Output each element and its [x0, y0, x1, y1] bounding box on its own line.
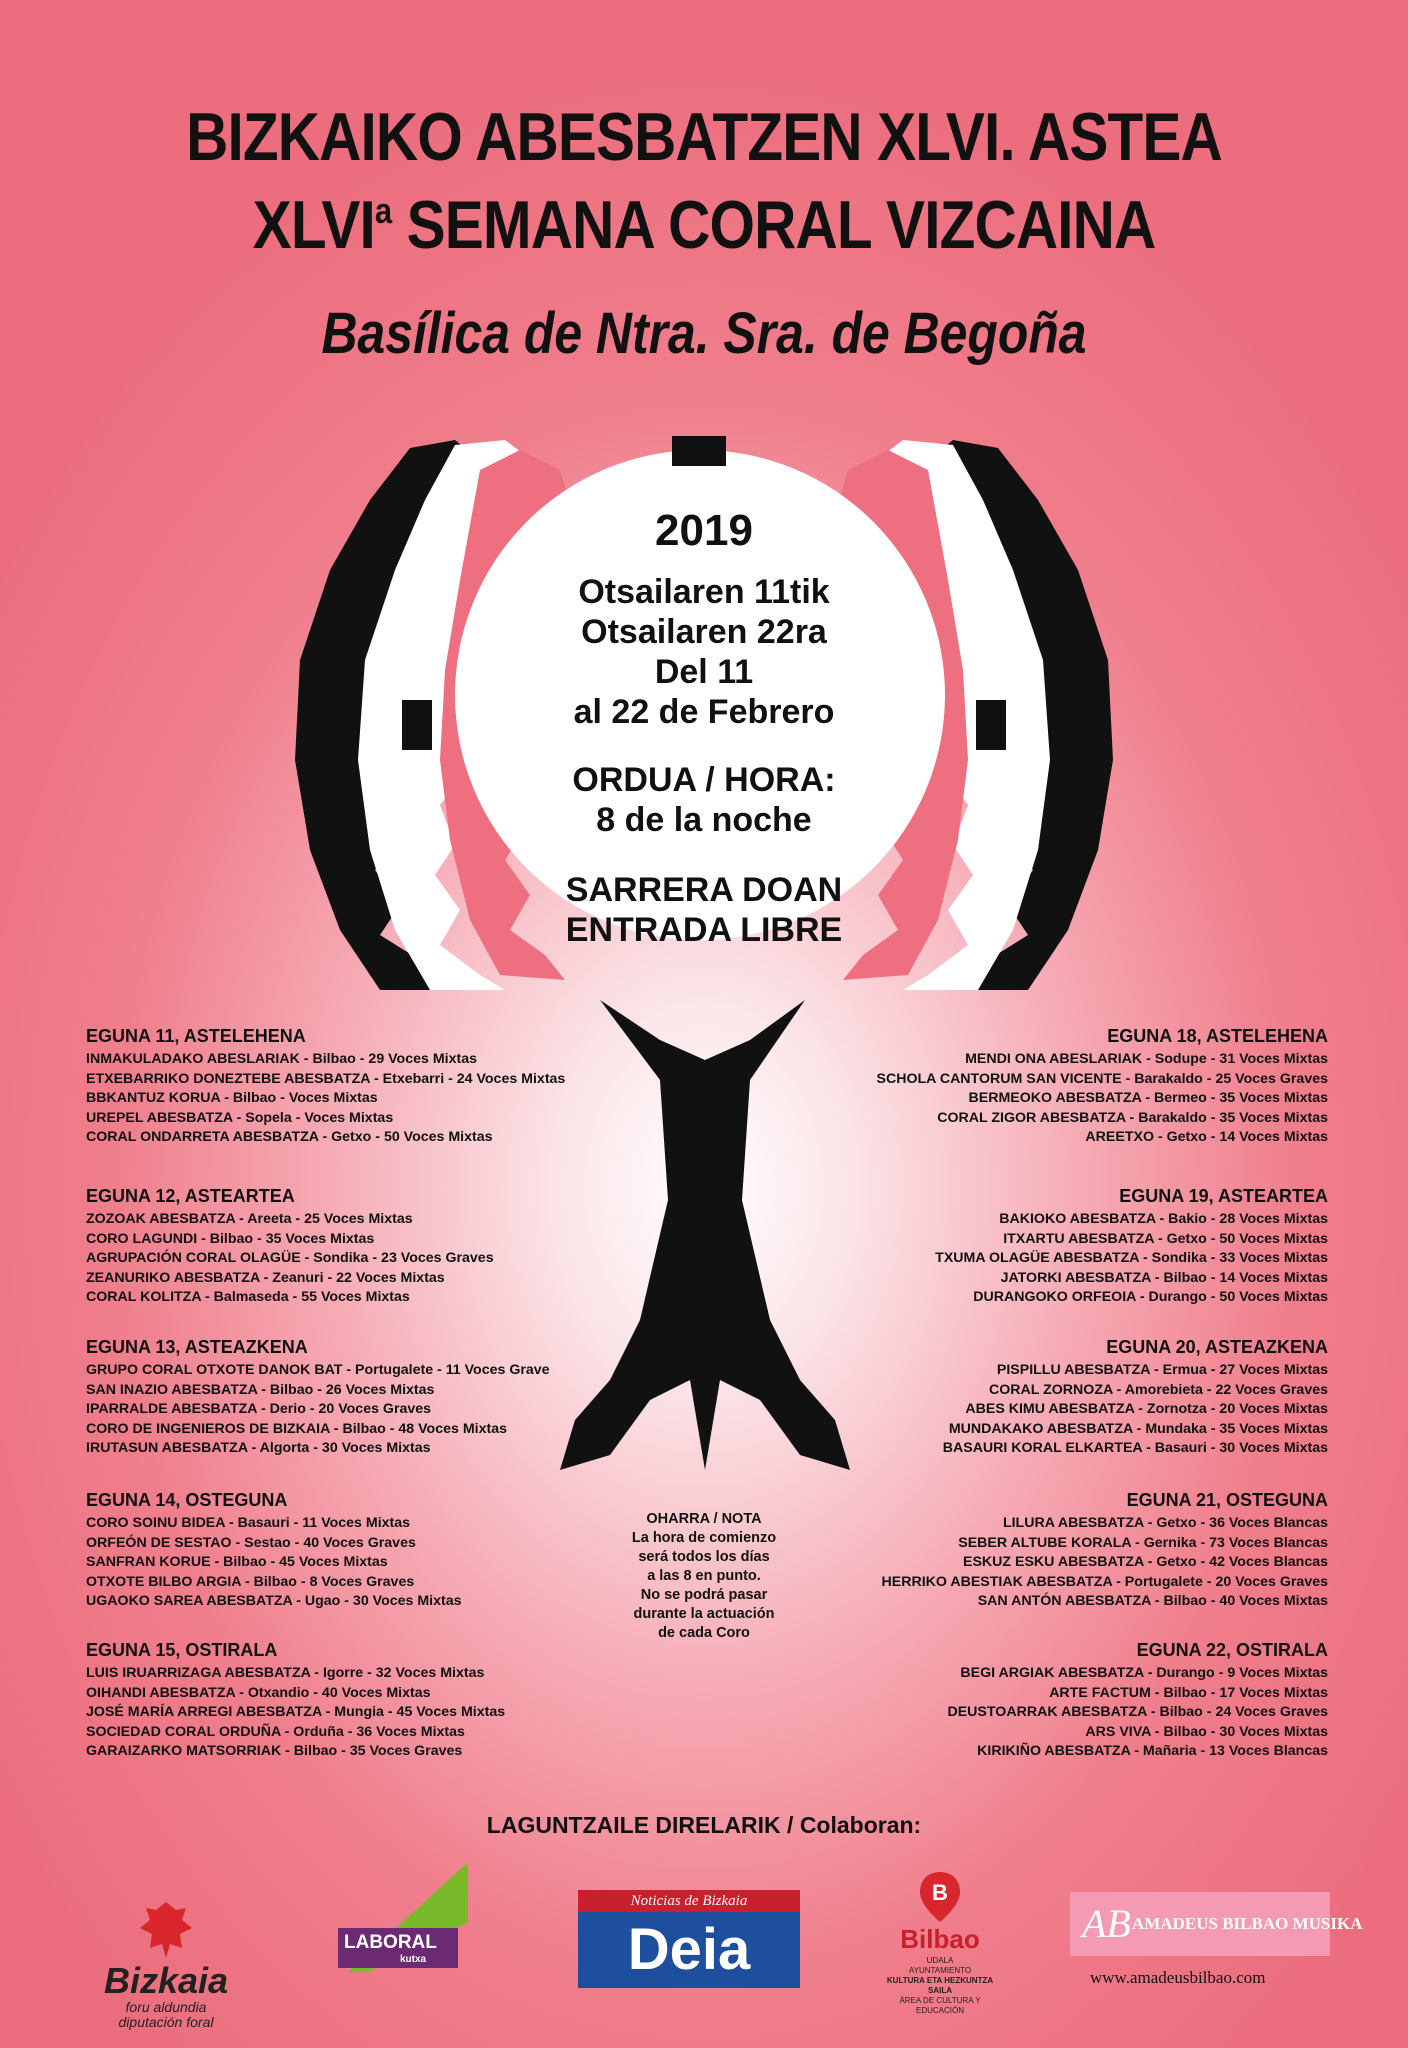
- choir-name: KIRIKIÑO ABESBATZA: [977, 1743, 1131, 1760]
- choir-name: JOSÉ MARÍA ARREGI ABESBATZA: [86, 1704, 322, 1721]
- choir-entry: [728, 1684, 1328, 1704]
- choir-name: JATORKI ABESBATZA: [1000, 1269, 1151, 1286]
- choir-details: - Getxo - 50 Voces Mixtas: [318, 1129, 493, 1146]
- choir-details: - Algorta - 30 Voces Mixtas: [247, 1440, 431, 1457]
- choir-name: DEUSTOARRAK ABESBATZA: [947, 1704, 1147, 1721]
- choir-entry: [86, 1288, 686, 1308]
- choir-name: CORAL KOLITZA: [86, 1289, 202, 1306]
- choir-entry: [728, 1361, 1328, 1381]
- note-line: La hora de comienzo: [631, 1530, 777, 1546]
- choir-entry: [728, 1269, 1328, 1289]
- choir-entry: [728, 1439, 1328, 1459]
- bilbao-name: Bilbao: [900, 1924, 980, 1954]
- choir-entry: [86, 1400, 686, 1420]
- bizkaia-subtitle: [86, 2000, 246, 2030]
- date-line: Otsailaren 22ra: [581, 613, 827, 651]
- event-dates: [0, 572, 1408, 732]
- day-header: EGUNA 21, OSTEGUNA: [1126, 1490, 1328, 1510]
- choir-entry: [86, 1742, 686, 1762]
- choir-details: - Bilbao - 14 Voces Mixtas: [1150, 1269, 1328, 1286]
- choir-details: - Etxebarri - 24 Voces Mixtas: [370, 1070, 566, 1087]
- choir-details: - Bilbao - 35 Voces Graves: [281, 1743, 463, 1760]
- choir-name: CORO LAGUNDI: [86, 1230, 198, 1247]
- choir-details: - Basauri - 30 Voces Mixtas: [1142, 1440, 1328, 1457]
- amadeus-banner: [1070, 1892, 1363, 1956]
- choir-name: ZEANURIKO ABESBATZA: [86, 1269, 260, 1286]
- day-block: [728, 1186, 1328, 1308]
- entry-spanish: ENTRADA LIBRE: [565, 911, 843, 949]
- note-line: a las 8 en punto.: [647, 1568, 761, 1584]
- choir-entry: [86, 1089, 686, 1109]
- svg-text:B: B: [932, 1880, 948, 1905]
- choir-name: SAN INAZIO ABESBATZA: [86, 1381, 258, 1398]
- note-line: No se podrá pasar: [640, 1587, 768, 1603]
- choir-name: CORAL ZIGOR ABESBATZA: [937, 1109, 1126, 1126]
- choir-name: CORO DE INGENIEROS DE BIZKAIA: [86, 1420, 330, 1437]
- choir-name: SEBER ALTUBE KORALA: [958, 1534, 1132, 1551]
- day-header: EGUNA 18, ASTELEHENA: [1107, 1026, 1328, 1046]
- choir-name: GRUPO CORAL OTXOTE DANOK BAT: [86, 1362, 343, 1378]
- choir-name: ARTE FACTUM: [1049, 1684, 1151, 1701]
- choir-details: - Durango - 50 Voces Mixtas: [1135, 1289, 1328, 1306]
- choir-name: IPARRALDE ABESBATZA: [86, 1401, 258, 1418]
- choir-name: GARAIZARKO MATSORRIAK: [86, 1743, 282, 1760]
- day-header: EGUNA 19, ASTEARTEA: [1119, 1186, 1328, 1206]
- note-line: de cada Coro: [658, 1625, 750, 1641]
- amadeus-ab-icon: AB: [1082, 1901, 1131, 1946]
- choir-details: - Zeanuri - 22 Voces Mixtas: [259, 1269, 445, 1286]
- bilbao-subtitle: [880, 1956, 1000, 2016]
- choir-entry: [728, 1128, 1328, 1148]
- choir-entry: [86, 1684, 686, 1704]
- day-header: EGUNA 20, ASTEAZKENA: [1106, 1337, 1328, 1357]
- choir-entry: [728, 1534, 1328, 1554]
- choir-entry: [728, 1514, 1328, 1534]
- deia-name: Deia: [578, 1912, 800, 1988]
- choir-details: - Getxo - 14 Voces Mixtas: [1154, 1129, 1328, 1146]
- choir-entry: [86, 1050, 686, 1070]
- choir-details: - Sestao - 40 Voces Graves: [231, 1534, 416, 1551]
- amadeus-name: AMADEUS BILBAO MUSIKA: [1132, 1914, 1363, 1933]
- choir-details: - Mañaria - 13 Voces Blancas: [1130, 1743, 1328, 1760]
- day-block: [728, 1026, 1328, 1148]
- choir-entry: [728, 1742, 1328, 1762]
- choir-entry: [86, 1420, 686, 1440]
- title-basque: BIZKAIKO ABESBATZEN XLVI. ASTEA: [186, 99, 1222, 175]
- choir-name: CORAL ONDARRETA ABESBATZA: [86, 1129, 319, 1146]
- choir-name: TXUMA OLAGÜE ABESBATZA: [935, 1250, 1140, 1267]
- choir-entry: [728, 1249, 1328, 1269]
- choir-details: - Areeta - 25 Voces Mixtas: [235, 1211, 413, 1227]
- choir-details: - Sondika - 23 Voces Graves: [300, 1250, 494, 1267]
- black-square-top: [672, 436, 726, 466]
- choir-name: BEGI ARGIAK ABESBATZA: [960, 1665, 1144, 1681]
- choir-name: AGRUPACIÓN CORAL OLAGÜE: [86, 1250, 301, 1267]
- choir-name: ESKUZ ESKU ABESBATZA: [962, 1554, 1144, 1571]
- title-ordinal: a: [374, 190, 392, 231]
- event-entry: [0, 870, 1408, 950]
- choir-details: - Portugalete - 20 Voces Graves: [1112, 1573, 1328, 1590]
- choir-name: SCHOLA CANTORUM SAN VICENTE: [876, 1070, 1122, 1087]
- day-header: EGUNA 11, ASTELEHENA: [86, 1026, 306, 1046]
- choir-entry: [728, 1050, 1328, 1070]
- laboral-kutxa-logo: [338, 1862, 468, 1982]
- choir-details: - Getxo - 50 Voces Mixtas: [1154, 1230, 1328, 1247]
- choir-details: - Sondika - 33 Voces Mixtas: [1139, 1250, 1328, 1267]
- choir-entry: [86, 1573, 686, 1593]
- choir-name: OIHANDI ABESBATZA: [86, 1684, 236, 1701]
- choir-details: - Barakaldo - 35 Voces Mixtas: [1125, 1109, 1328, 1126]
- choir-entry: [86, 1230, 686, 1250]
- choir-name: DURANGOKO ORFEOIA: [973, 1289, 1136, 1306]
- choir-details: - Basauri - 11 Voces Mixtas: [225, 1515, 411, 1531]
- choir-name: ITXARTU ABESBATZA: [1003, 1230, 1154, 1247]
- choir-entry: [86, 1553, 686, 1573]
- hour-label: ORDUA / HORA:: [572, 761, 836, 799]
- choir-name: AREETXO: [1085, 1129, 1154, 1146]
- event-hour: [0, 760, 1408, 840]
- choir-name: SOCIEDAD CORAL ORDUÑA: [86, 1723, 281, 1740]
- choir-entry: [728, 1381, 1328, 1401]
- choir-details: - Barakaldo - 25 Voces Graves: [1121, 1070, 1328, 1087]
- choir-name: UREPEL ABESBATZA: [86, 1109, 233, 1126]
- note-line: durante la actuación: [633, 1606, 775, 1622]
- choir-entry: [86, 1109, 686, 1129]
- title-spanish-rest: SEMANA CORAL VIZCAINA: [391, 187, 1156, 263]
- date-line: Del 11: [654, 653, 754, 691]
- choir-name: HERRIKO ABESTIAK ABESBATZA: [881, 1573, 1113, 1590]
- bizkaia-logo: [86, 1900, 246, 2030]
- choir-details: - Bilbao - 24 Voces Graves: [1146, 1704, 1328, 1721]
- choir-details: - Bilbao - 17 Voces Mixtas: [1150, 1684, 1328, 1701]
- choir-entry: [728, 1089, 1328, 1109]
- choir-details: - Bilbao - 40 Voces Mixtas: [1150, 1593, 1328, 1610]
- hour-value: 8 de la noche: [596, 801, 812, 839]
- note-line: será todos los días: [638, 1549, 770, 1565]
- choir-name: SAN ANTÓN ABESBATZA: [977, 1593, 1151, 1610]
- choir-entry: [728, 1288, 1328, 1308]
- choir-entry: [728, 1573, 1328, 1593]
- choir-name: BASAURI KORAL ELKARTEA: [942, 1440, 1143, 1457]
- choir-name: MENDI ONA ABESLARIAK: [965, 1051, 1143, 1067]
- choir-entry: [86, 1128, 686, 1148]
- choir-details: - Balmaseda - 55 Voces Mixtas: [201, 1289, 410, 1306]
- bilbao-sub3: KULTURA ETA HEZKUNTZA SAILA: [886, 1976, 994, 1995]
- choir-entry: [86, 1070, 686, 1090]
- choir-details: - Getxo - 42 Voces Blancas: [1143, 1554, 1328, 1571]
- choir-entry: [728, 1703, 1328, 1723]
- choir-name: BERMEOKO ABESBATZA: [968, 1090, 1142, 1107]
- laboral-sub: kutxa: [400, 1954, 427, 1965]
- choir-details: - Mundaka - 35 Voces Mixtas: [1132, 1420, 1328, 1437]
- day-block: [86, 1337, 686, 1459]
- day-block: [86, 1186, 686, 1308]
- choir-details: - Otxandio - 40 Voces Mixtas: [235, 1684, 431, 1701]
- choir-name: LUIS IRUARRIZAGA ABESBATZA: [86, 1665, 311, 1681]
- choir-details: - Bilbao - 45 Voces Mixtas: [210, 1554, 388, 1571]
- bizkaia-sub1: foru aldundia: [125, 1999, 207, 2015]
- choir-entry: [728, 1109, 1328, 1129]
- choir-name: CORO SOINU BIDEA: [86, 1515, 225, 1531]
- bilbao-sub1: UDALA: [926, 1956, 954, 1965]
- choir-entry: [86, 1210, 686, 1230]
- choir-name: ABES KIMU ABESBATZA: [965, 1401, 1135, 1418]
- choir-name: ARS VIVA: [1085, 1723, 1151, 1740]
- choir-entry: [86, 1534, 686, 1554]
- choir-details: - Bilbao - 48 Voces Mixtas: [329, 1420, 507, 1437]
- laboral-name: LABORAL: [344, 1932, 437, 1953]
- choir-name: INMAKULADAKO ABESLARIAK: [86, 1051, 300, 1067]
- choir-name: PISPILLU ABESBATZA: [996, 1362, 1151, 1378]
- choir-entry: [86, 1664, 686, 1684]
- sponsors-heading: LAGUNTZAILE DIRELARIK / Colaboran:: [486, 1812, 922, 1838]
- choir-details: - Bilbao - 8 Voces Graves: [241, 1573, 415, 1590]
- choir-details: - Durango - 9 Voces Mixtas: [1143, 1665, 1328, 1681]
- day-header: EGUNA 14, OSTEGUNA: [86, 1490, 288, 1510]
- choir-name: MUNDAKAKO ABESBATZA: [948, 1420, 1133, 1437]
- oak-leaf-icon: [136, 1900, 196, 1960]
- choir-details: - Ermua - 27 Voces Mixtas: [1150, 1362, 1328, 1378]
- day-block: [86, 1640, 686, 1762]
- day-header: EGUNA 15, OSTIRALA: [86, 1640, 278, 1660]
- date-line: Otsailaren 11tik: [578, 573, 830, 611]
- choir-details: - Derio - 20 Voces Graves: [257, 1401, 432, 1418]
- venue-title: Basílica de Ntra. Sra. de Begoña: [321, 301, 1087, 366]
- choir-details: - Bilbao - 35 Voces Mixtas: [197, 1230, 375, 1247]
- bilbao-sub2: AYUNTAMIENTO: [908, 1966, 972, 1975]
- choir-details: - Bilbao - 26 Voces Mixtas: [257, 1381, 435, 1398]
- choir-entry: [86, 1592, 686, 1612]
- choir-details: - Zornotza - 20 Voces Mixtas: [1134, 1401, 1328, 1418]
- choir-details: - Ugao - 30 Voces Mixtas: [292, 1593, 462, 1610]
- bilbao-sub4: ÁREA DE CULTURA Y EDUCACIÓN: [899, 1996, 981, 2015]
- choir-details: - Orduña - 36 Voces Mixtas: [280, 1723, 465, 1740]
- day-header: EGUNA 12, ASTEARTEA: [86, 1186, 295, 1206]
- choir-entry: [728, 1592, 1328, 1612]
- choir-details: - Mungia - 45 Voces Mixtas: [321, 1704, 506, 1721]
- bilbao-b-icon: [920, 1872, 960, 1922]
- note-line: OHARRA / NOTA: [646, 1511, 762, 1527]
- choir-details: - Igorre - 32 Voces Mixtas: [310, 1665, 485, 1681]
- choir-name: SANFRAN KORUE: [86, 1554, 211, 1571]
- choir-name: IRUTASUN ABESBATZA: [86, 1440, 248, 1457]
- choir-entry: [86, 1249, 686, 1269]
- choir-entry: [728, 1070, 1328, 1090]
- day-block: [86, 1490, 686, 1612]
- deia-tagline: Noticias de Bizkaia: [578, 1890, 800, 1912]
- choir-details: - Sopela - Voces Mixtas: [232, 1109, 394, 1126]
- choir-name: BAKIOKO ABESBATZA: [999, 1211, 1156, 1227]
- choir-entry: [728, 1210, 1328, 1230]
- choir-entry: [86, 1381, 686, 1401]
- choir-entry: [86, 1269, 686, 1289]
- choir-details: - Portugalete - 11 Voces Grave: [342, 1362, 550, 1378]
- choir-details: - Gernika - 73 Voces Blancas: [1131, 1534, 1328, 1551]
- choir-details: - Bilbao - Voces Mixtas: [220, 1090, 378, 1107]
- date-line: al 22 de Febrero: [573, 693, 835, 731]
- choir-name: BBKANTUZ KORUA: [86, 1090, 221, 1107]
- choir-details: - Getxo - 36 Voces Blancas: [1143, 1515, 1328, 1531]
- entry-basque: SARRERA DOAN: [565, 871, 843, 909]
- choir-name: CORAL ZORNOZA: [988, 1381, 1113, 1398]
- choir-name: OTXOTE BILBO ARGIA: [86, 1573, 242, 1590]
- day-block: [728, 1640, 1328, 1762]
- choir-name: ETXEBARRIKO DONEZTEBE ABESBATZA: [86, 1070, 371, 1087]
- event-year: 2019: [655, 506, 753, 555]
- deia-logo: [578, 1890, 800, 1990]
- choir-entry: [728, 1664, 1328, 1684]
- choir-details: - Amorebieta - 22 Voces Graves: [1112, 1381, 1328, 1398]
- note-box: [614, 1510, 794, 1643]
- choir-details: - Bilbao - 29 Voces Mixtas: [299, 1051, 477, 1067]
- choir-entry: [86, 1361, 686, 1381]
- choir-name: LILURA ABESBATZA: [1002, 1515, 1144, 1531]
- day-block: [728, 1337, 1328, 1459]
- choir-entry: [86, 1723, 686, 1743]
- choir-entry: [728, 1230, 1328, 1250]
- choir-name: ZOZOAK ABESBATZA: [86, 1211, 236, 1227]
- choir-details: - Bermeo - 35 Voces Mixtas: [1141, 1090, 1328, 1107]
- bizkaia-sub2: diputación foral: [118, 2014, 214, 2030]
- day-block: [728, 1490, 1328, 1612]
- choir-entry: [86, 1514, 686, 1534]
- title-roman-numeral: XLVI: [252, 187, 375, 263]
- choir-entry: [86, 1439, 686, 1459]
- choir-entry: [728, 1553, 1328, 1573]
- day-header: EGUNA 13, ASTEAZKENA: [86, 1337, 308, 1357]
- choir-name: ORFEÓN DE SESTAO: [86, 1534, 232, 1551]
- bilbao-logo: [880, 1872, 1000, 2015]
- bizkaia-name: Bizkaia: [103, 1960, 229, 2001]
- amadeus-url: www.amadeusbilbao.com: [1090, 1968, 1266, 1987]
- choir-entry: [728, 1723, 1328, 1743]
- amadeus-logo: [1070, 1892, 1363, 2012]
- choir-name: UGAOKO SAREA ABESBATZA: [86, 1593, 293, 1610]
- choir-details: - Bakio - 28 Voces Mixtas: [1155, 1211, 1328, 1227]
- choir-entry: [728, 1400, 1328, 1420]
- choir-entry: [86, 1703, 686, 1723]
- day-header: EGUNA 22, OSTIRALA: [1136, 1640, 1328, 1660]
- choir-entry: [728, 1420, 1328, 1440]
- choir-details: - Sodupe - 31 Voces Mixtas: [1142, 1051, 1328, 1067]
- choir-details: - Bilbao - 30 Voces Mixtas: [1150, 1723, 1328, 1740]
- day-block: [86, 1026, 686, 1148]
